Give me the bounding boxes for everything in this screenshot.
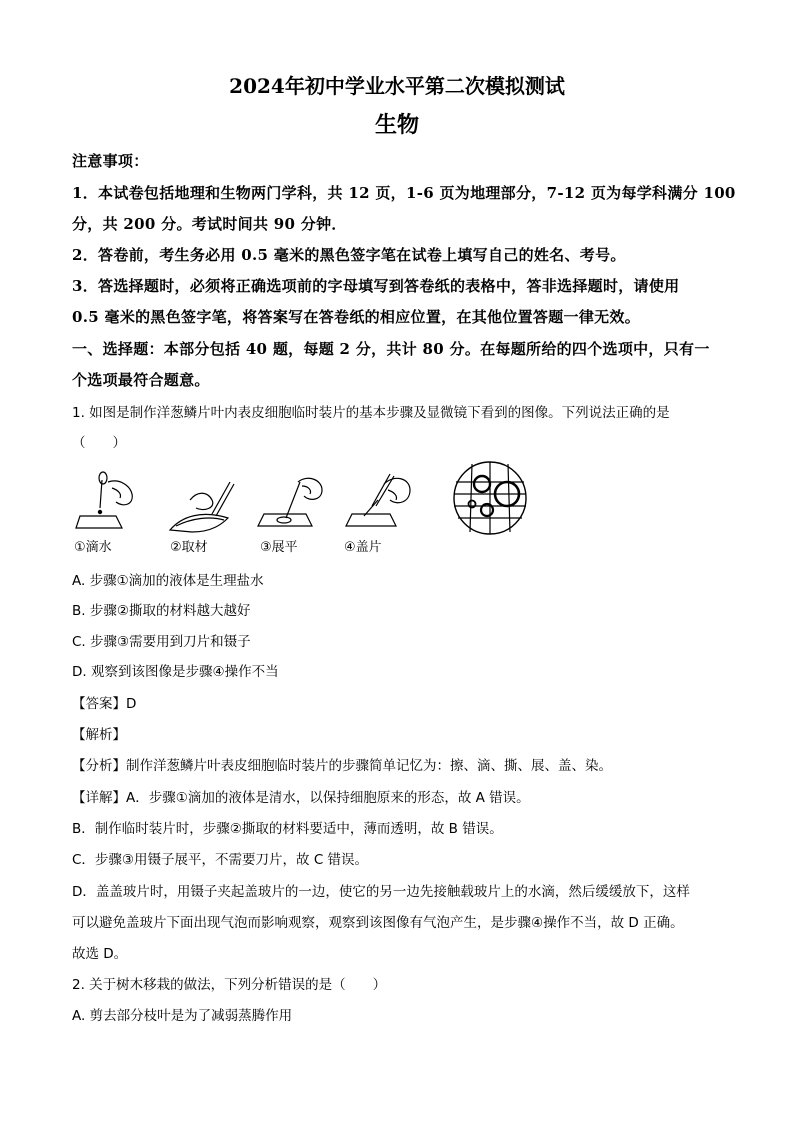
note-item-1-line-2: 分，共 200 分。考试时间共 90 分钟． xyxy=(72,215,347,233)
slide-preparation-figure xyxy=(72,460,542,555)
notes-heading: 注意事项： xyxy=(72,152,149,170)
figure-label-3: ③展平 xyxy=(260,540,298,555)
figure-label-2: ②取材 xyxy=(170,540,208,555)
question-1-detail-a: 【详解】A．步骤①滴加的液体是清水，以保持细胞原来的形态，故 A 错误。 xyxy=(72,790,530,806)
question-1-option-d: D. 观察到该图像是步骤④操作不当 xyxy=(72,664,279,680)
section-heading-line-2: 个选项最符合题意。 xyxy=(72,371,210,389)
question-1-option-c: C. 步骤③需要用到刀片和镊子 xyxy=(72,634,251,650)
question-1-analysis-heading: 【解析】 xyxy=(72,727,126,743)
note-item-1-line-1: 1．本试卷包括地理和生物两门学科，共 12 页，1-6 页为地理部分，7-12 页为每学科满分 100 xyxy=(72,184,736,202)
question-1-stem: 1. 如图是制作洋葱鳞片叶内表皮细胞临时装片的基本步骤及显微镜下看到的图像。下列说法正确的是 xyxy=(72,405,670,421)
section-heading-line-1: 一、选择题：本部分包括 40 题，每题 2 分，共计 80 分。在每题所给的四个选项中，只有一 xyxy=(72,340,710,358)
slide-steps-illustration xyxy=(72,460,542,536)
question-2-option-a: A. 剪去部分枝叶是为了减弱蒸腾作用 xyxy=(72,1008,293,1024)
figure-label-1: ①滴水 xyxy=(74,540,112,555)
question-1-option-b: B. 步骤②撕取的材料越大越好 xyxy=(72,603,251,619)
question-1-detail-d-line-1: D．盖盖玻片时，用镊子夹起盖玻片的一边，使它的另一边先接触载玻片上的水滴，然后缓缓放下，这样 xyxy=(72,884,690,900)
air-bubble-icon xyxy=(474,476,490,492)
question-1-analysis: 【分析】制作洋葱鳞片叶表皮细胞临时装片的步骤简单记忆为：擦、滴、撕、展、盖、染。 xyxy=(72,758,612,774)
question-1-answer: 【答案】D xyxy=(72,696,137,712)
question-1-conclusion: 故选 D。 xyxy=(72,946,128,962)
figure-label-4: ④盖片 xyxy=(344,540,382,555)
question-1-detail-d-line-2: 可以避免盖玻片下面出现气泡而影响观察，观察到该图像有气泡产生，是步骤④操作不当，故 D 正确。 xyxy=(72,915,684,931)
note-item-2: 2．答卷前，考生务必用 0.5 毫米的黑色签字笔在试卷上填写自己的姓名、考号。 xyxy=(72,246,626,264)
question-2-stem: 2. 关于树木移栽的做法，下列分析错误的是（ ） xyxy=(72,977,387,993)
needle-icon xyxy=(286,482,300,518)
onion-scale-icon xyxy=(170,514,228,532)
glass-slide-icon-3 xyxy=(346,514,396,526)
exam-title: 2024年初中学业水平第二次模拟测试 xyxy=(229,74,565,98)
note-item-3-line-1: 3．答选择题时，必须将正确选项前的字母填写到答卷纸的表格中，答非选择题时，请使用 xyxy=(72,277,680,295)
question-1-detail-b: B．制作临时装片时，步骤②撕取的材料要适中，薄而透明，故 B 错误。 xyxy=(72,821,503,837)
question-1-option-a: A. 步骤①滴加的液体是生理盐水 xyxy=(72,573,264,589)
tweezers-icon xyxy=(212,482,234,516)
question-1-detail-c: C．步骤③用镊子展平，不需要刀片，故 C 错误。 xyxy=(72,852,369,868)
note-item-3-line-2: 0.5 毫米的黑色签字笔，将答案写在答卷纸的相应位置，在其他位置答题一律无效。 xyxy=(72,308,641,326)
subject-title: 生物 xyxy=(374,112,419,138)
glass-slide-icon xyxy=(76,516,122,528)
glass-slide-icon-2 xyxy=(258,514,312,526)
question-1-bracket: （ ） xyxy=(72,435,126,451)
